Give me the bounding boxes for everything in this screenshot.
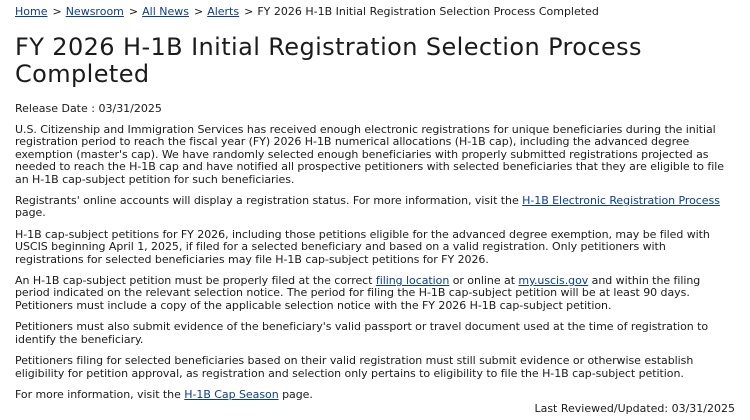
breadcrumb-separator: >: [244, 5, 254, 18]
h1b-electronic-registration-link[interactable]: H-1B Electronic Registration Process: [522, 194, 720, 208]
last-reviewed-label: Last Reviewed/Updated:: [534, 402, 669, 415]
paragraph-filing-location: [15, 275, 735, 312]
breadcrumb-separator: >: [52, 5, 62, 18]
paragraph-text: page.: [15, 206, 46, 220]
page-title: FY 2026 H-1B Initial Registration Selection Process Completed: [15, 33, 642, 88]
paragraph-more-info: [15, 389, 735, 401]
article-body: [15, 124, 735, 401]
my-uscis-link[interactable]: my.uscis.gov: [518, 274, 589, 288]
release-date-label: Release Date :: [15, 102, 95, 115]
last-reviewed: [534, 402, 735, 416]
breadcrumb-current: FY 2026 H-1B Initial Registration Selection Process Completed: [257, 5, 599, 18]
filing-location-link[interactable]: filing location: [375, 274, 450, 288]
paragraph-registration-status: [15, 195, 735, 220]
breadcrumb-link-home[interactable]: Home: [15, 5, 48, 18]
paragraph-intro: U.S. Citizenship and Immigration Services has received enough electronic registrations for unique beneficiaries during the initial registration period to reach the fiscal year (FY) 2026 H-1B numerical allocations (H-1B cap), including the advanced degree exemption (master's cap). We have randomly selected enough beneficiaries with properly submitted registrations projected as needed to reach the H-1B cap and have notified all prospective petitioners with selected beneficiaries that they are eligible to file an H-1B cap-subject petition for such beneficiaries.: [15, 123, 724, 186]
breadcrumb-separator: >: [128, 5, 139, 18]
paragraph-text: and within the filing period indicated on the relevant selection notice. The period for filing the H-1B cap-subject petition will be at least 90 days. Petitioners must include a copy of the applicable selection notice with the FY 2026 H-1B cap-subject petition.: [15, 274, 701, 312]
paragraph-filing-start: H-1B cap-subject petitions for FY 2026, including those petitions eligible for the advanced degree exemption, may be filed with USCIS beginning April 1, 2025, if filed for a selected beneficiary and based on a valid registration. Only petitioners with registrations for selected beneficiaries may file H-1B cap-subject petitions for FY 2026.: [15, 227, 710, 266]
breadcrumb-separator: >: [193, 5, 204, 18]
release-date-value: 03/31/2025: [98, 102, 162, 115]
paragraph-text: page.: [278, 387, 313, 401]
breadcrumb-link-newsroom[interactable]: Newsroom: [65, 5, 124, 18]
breadcrumb-link-all-news[interactable]: All News: [142, 5, 189, 18]
breadcrumb: [15, 0, 735, 24]
paragraph-text: or online at: [449, 274, 519, 288]
paragraph-passport-evidence: Petitioners must also submit evidence of the beneficiary's valid passport or travel document used at the time of registration to identify the beneficiary.: [15, 320, 709, 346]
h1b-cap-season-link[interactable]: H-1B Cap Season: [184, 387, 279, 401]
article: [15, 0, 735, 401]
last-reviewed-value: 03/31/2025: [671, 402, 735, 415]
paragraph-text: Registrants' online accounts will display a registration status. For more information, visit the: [15, 194, 523, 208]
release-date: [15, 102, 735, 116]
paragraph-eligibility: Petitioners filing for selected beneficiaries based on their valid registration must still submit evidence or otherwise establish eligibility for petition approval, as registration and selection only pertains to eligibility to file the H-1B cap-subject petition.: [15, 354, 694, 380]
breadcrumb-link-alerts[interactable]: Alerts: [207, 5, 240, 18]
paragraph-text: For more information, visit the: [15, 387, 185, 401]
paragraph-text: An H-1B cap-subject petition must be properly filed at the correct: [15, 274, 376, 288]
